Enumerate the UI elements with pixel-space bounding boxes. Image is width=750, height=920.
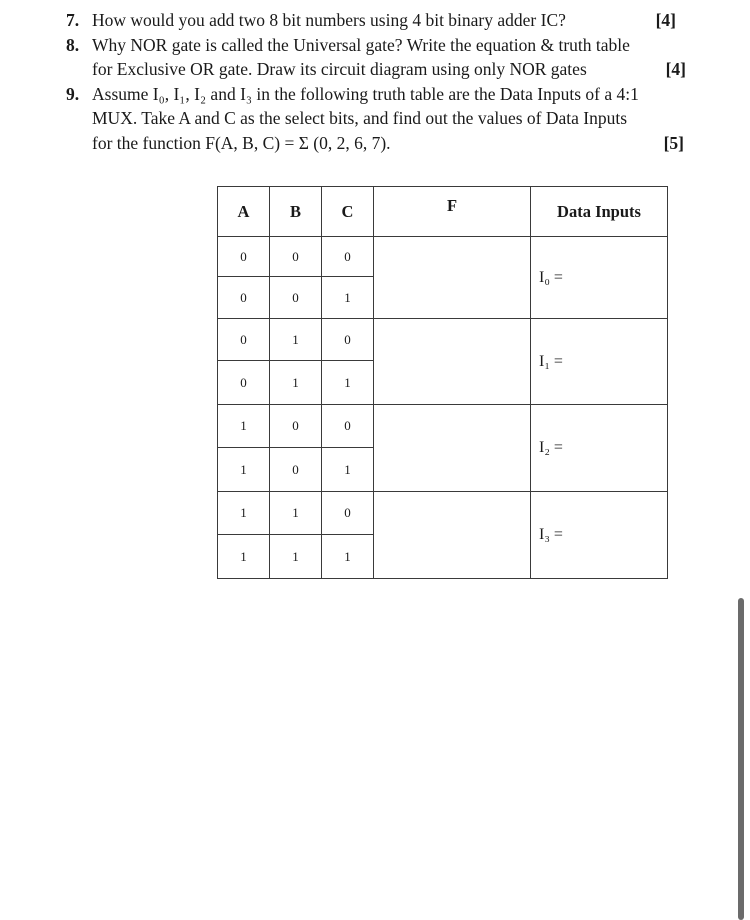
question-number: 7.: [66, 10, 80, 30]
questions-block: [66, 8, 698, 155]
cell-c: 0: [322, 492, 374, 535]
question-text-line: Assume I₀, I₁, I₂ and I₃ in the following truth table are the Data Inputs of a 4:1: [92, 83, 639, 104]
cell-a: 1: [218, 405, 270, 448]
cell-c: 1: [322, 277, 374, 319]
data-input-cell: I₀ =: [531, 237, 668, 319]
question-text-line: MUX. Take A and C as the select bits, and find out the values of Data Inputs: [92, 108, 628, 128]
cell-c: 1: [322, 535, 374, 579]
cell-b: 1: [270, 361, 322, 405]
cell-f: [374, 405, 531, 492]
cell-c: 0: [322, 405, 374, 448]
table-header-row: [218, 187, 668, 237]
column-header-a: A: [218, 187, 270, 237]
question-9: [66, 82, 698, 156]
table-row: [218, 492, 668, 535]
column-header-b: B: [270, 187, 322, 237]
truth-table: [217, 186, 668, 579]
question-text: How would you add two 8 bit numbers using 4 bit binary adder IC?: [92, 10, 566, 30]
cell-b: 0: [270, 237, 322, 277]
cell-a: 0: [218, 361, 270, 405]
cell-c: 0: [322, 237, 374, 277]
vertical-scrollbar[interactable]: [738, 598, 744, 920]
column-header-c: C: [322, 187, 374, 237]
question-text-line: for the function F(A, B, C) = Σ (0, 2, 6, 7).: [92, 132, 391, 153]
question-marks: [5]: [663, 132, 684, 153]
cell-f: [374, 319, 531, 405]
question-text-line: Why NOR gate is called the Universal gate? Write the equation & truth table: [92, 34, 630, 55]
cell-b: 1: [270, 319, 322, 361]
cell-c: 1: [322, 448, 374, 492]
cell-b: 0: [270, 405, 322, 448]
question-number: 8.: [66, 34, 80, 55]
cell-b: 1: [270, 535, 322, 579]
cell-b: 1: [270, 492, 322, 535]
question-marks: [4]: [655, 10, 676, 30]
question-8: [66, 33, 698, 82]
cell-a: 0: [218, 277, 270, 319]
table-row: [218, 405, 668, 448]
cell-f: [374, 237, 531, 319]
cell-a: 1: [218, 492, 270, 535]
column-header-data-inputs: Data Inputs: [531, 187, 668, 237]
table-row: [218, 319, 668, 361]
question-marks: [4]: [665, 59, 686, 79]
cell-a: 0: [218, 237, 270, 277]
question-7: [66, 8, 698, 33]
column-header-f: F: [374, 187, 531, 237]
cell-b: 0: [270, 448, 322, 492]
cell-c: 1: [322, 361, 374, 405]
table-row: [218, 237, 668, 277]
question-number: 9.: [66, 83, 80, 104]
question-text-line: for Exclusive OR gate. Draw its circuit diagram using only NOR gates: [92, 59, 587, 79]
cell-b: 0: [270, 277, 322, 319]
data-input-cell: I₂ =: [531, 405, 668, 492]
cell-c: 0: [322, 319, 374, 361]
cell-a: 1: [218, 448, 270, 492]
cell-a: 1: [218, 535, 270, 579]
data-input-cell: I₁ =: [531, 319, 668, 405]
cell-a: 0: [218, 319, 270, 361]
cell-f: [374, 492, 531, 579]
data-input-cell: I₃ =: [531, 492, 668, 579]
